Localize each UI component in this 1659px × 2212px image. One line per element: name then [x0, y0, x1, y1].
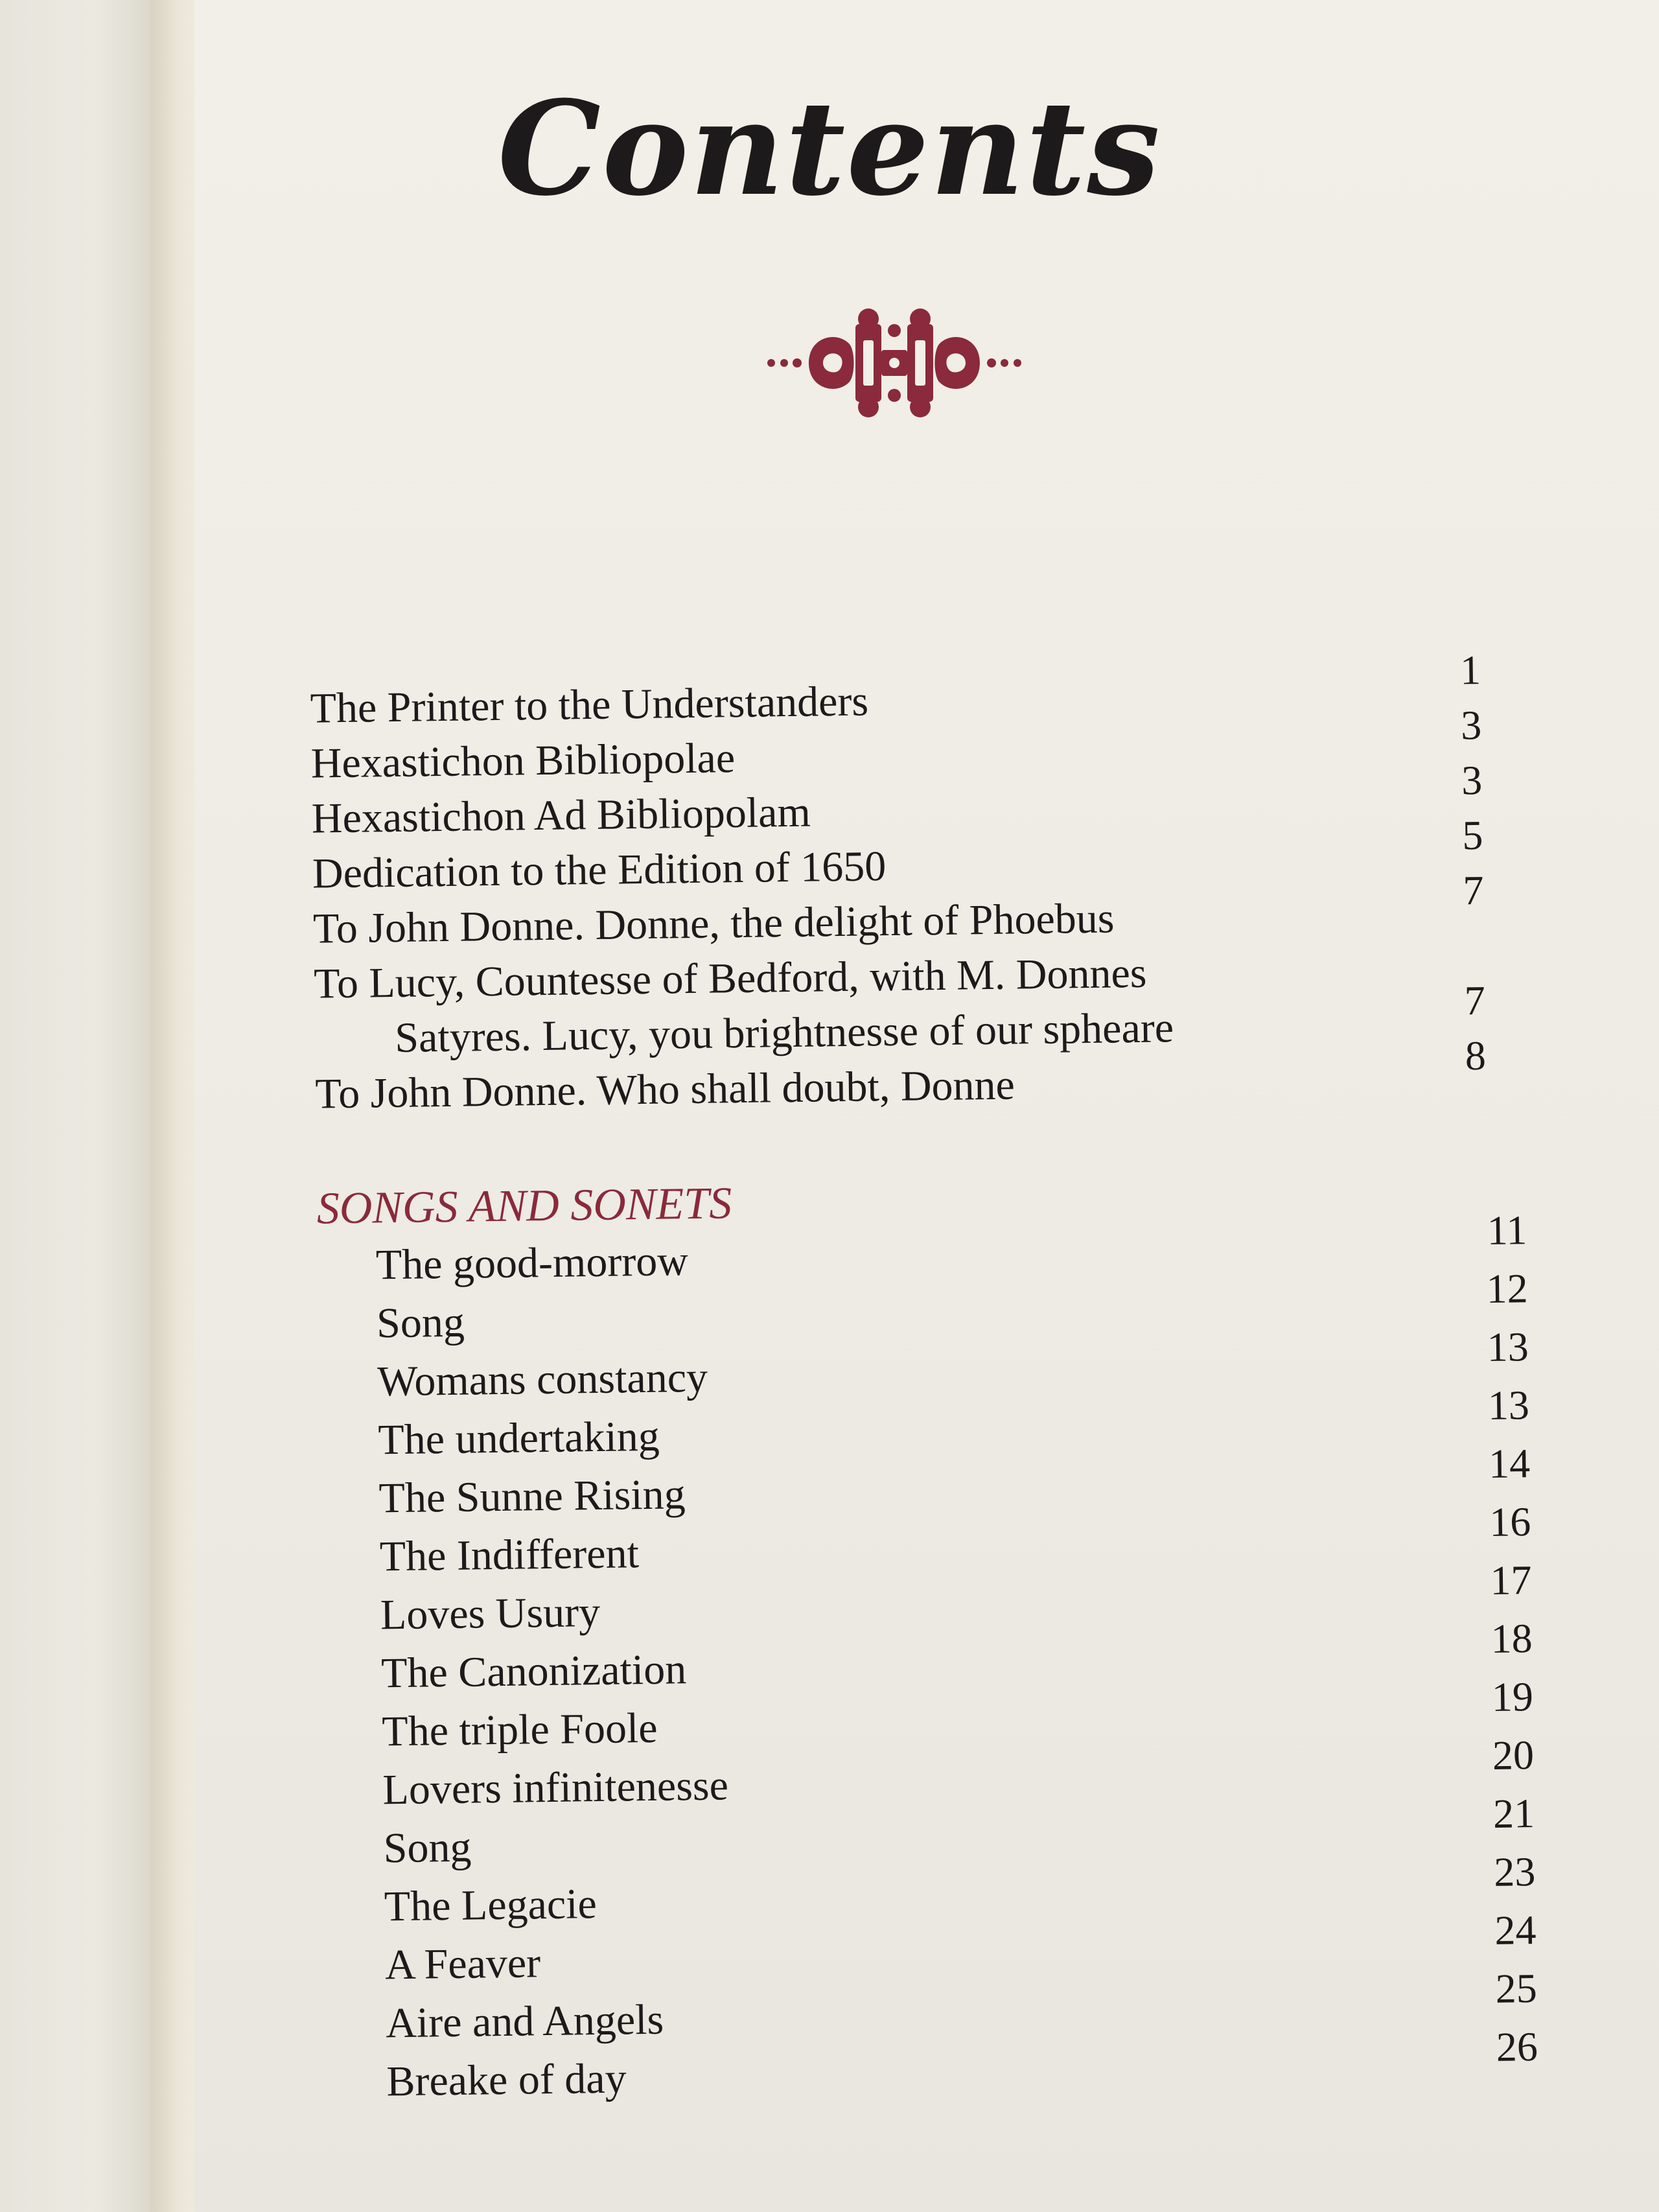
- toc-entry-title: Breake of day: [386, 2055, 627, 2106]
- toc-entry-title: The Indifferent: [379, 1530, 640, 1581]
- toc-entry-page: 13: [1487, 1382, 1530, 1428]
- toc-entry-page: 3: [1461, 757, 1483, 804]
- toc-entry-page: 25: [1495, 1965, 1538, 2012]
- toc-entry-page: 1: [1459, 647, 1481, 693]
- toc-entry-title: The Canonization: [380, 1646, 687, 1697]
- toc-entry-page: 24: [1494, 1907, 1537, 1953]
- toc-entry-page: 16: [1489, 1498, 1531, 1545]
- section-heading: SONGS AND SONETS: [316, 1178, 732, 1234]
- toc-entry-page: 21: [1492, 1790, 1535, 1837]
- page-title: Contents: [497, 73, 1161, 225]
- toc-entry-title: Satyres. Lucy, you brightnesse of our spheare: [394, 1004, 1174, 1062]
- toc-entry-page: 11: [1487, 1207, 1527, 1253]
- toc-entry-title: Lovers infinitenesse: [382, 1762, 729, 1814]
- toc-entry-title: The undertaking: [377, 1412, 660, 1464]
- toc-entry-title: The Sunne Rising: [378, 1471, 686, 1522]
- toc-entry-page: 13: [1487, 1323, 1529, 1371]
- toc-entry-title: Song: [383, 1823, 472, 1872]
- toc-entry-title: The good-morrow: [375, 1237, 689, 1289]
- toc-entry-title: Loves Usury: [380, 1588, 601, 1639]
- toc-entry-page: 18: [1491, 1615, 1533, 1662]
- toc-entry-title: Aire and Angels: [385, 1996, 664, 2047]
- toc-entry-page: 5: [1461, 812, 1483, 859]
- toc-entry-title: To John Donne. Who shall doubt, Donne: [314, 1061, 1015, 1118]
- toc-entry-title: The Printer to the Understanders: [310, 677, 869, 732]
- toc-entry-page: 8: [1465, 1032, 1487, 1079]
- toc-entry-title: Womans constancy: [377, 1353, 708, 1406]
- toc-entry-title: Hexastichon Ad Bibliopolam: [311, 788, 811, 843]
- toc-entry-page: 20: [1492, 1732, 1535, 1778]
- toc-entry-title: The triple Foole: [381, 1704, 658, 1756]
- toc-entry-title: To Lucy, Countesse of Bedford, with M. Donnes: [313, 949, 1147, 1008]
- toc-entry-page: 19: [1491, 1673, 1534, 1720]
- toc-entry-page: 3: [1460, 702, 1482, 749]
- toc-entry-page: 7: [1463, 867, 1484, 914]
- toc-entry-title: To John Donne. Donne, the delight of Phoebus: [312, 894, 1115, 953]
- toc-entry-title: Hexastichon Bibliopolae: [310, 734, 736, 787]
- toc-entry-title: A Feaver: [384, 1939, 541, 1989]
- toc-entry-title: Song: [376, 1298, 465, 1347]
- toc-entry-title: Dedication to the Edition of 1650: [312, 843, 887, 898]
- toc-entry-page: 17: [1489, 1557, 1532, 1603]
- toc-entry-title: The Legacie: [384, 1880, 597, 1931]
- toc-entry-page: 26: [1496, 2023, 1538, 2070]
- toc-entry-page: 14: [1488, 1440, 1531, 1487]
- toc-entry-page: 23: [1493, 1848, 1536, 1895]
- toc-entry-page: 7: [1464, 977, 1486, 1024]
- toc-entry-page: 12: [1486, 1265, 1529, 1312]
